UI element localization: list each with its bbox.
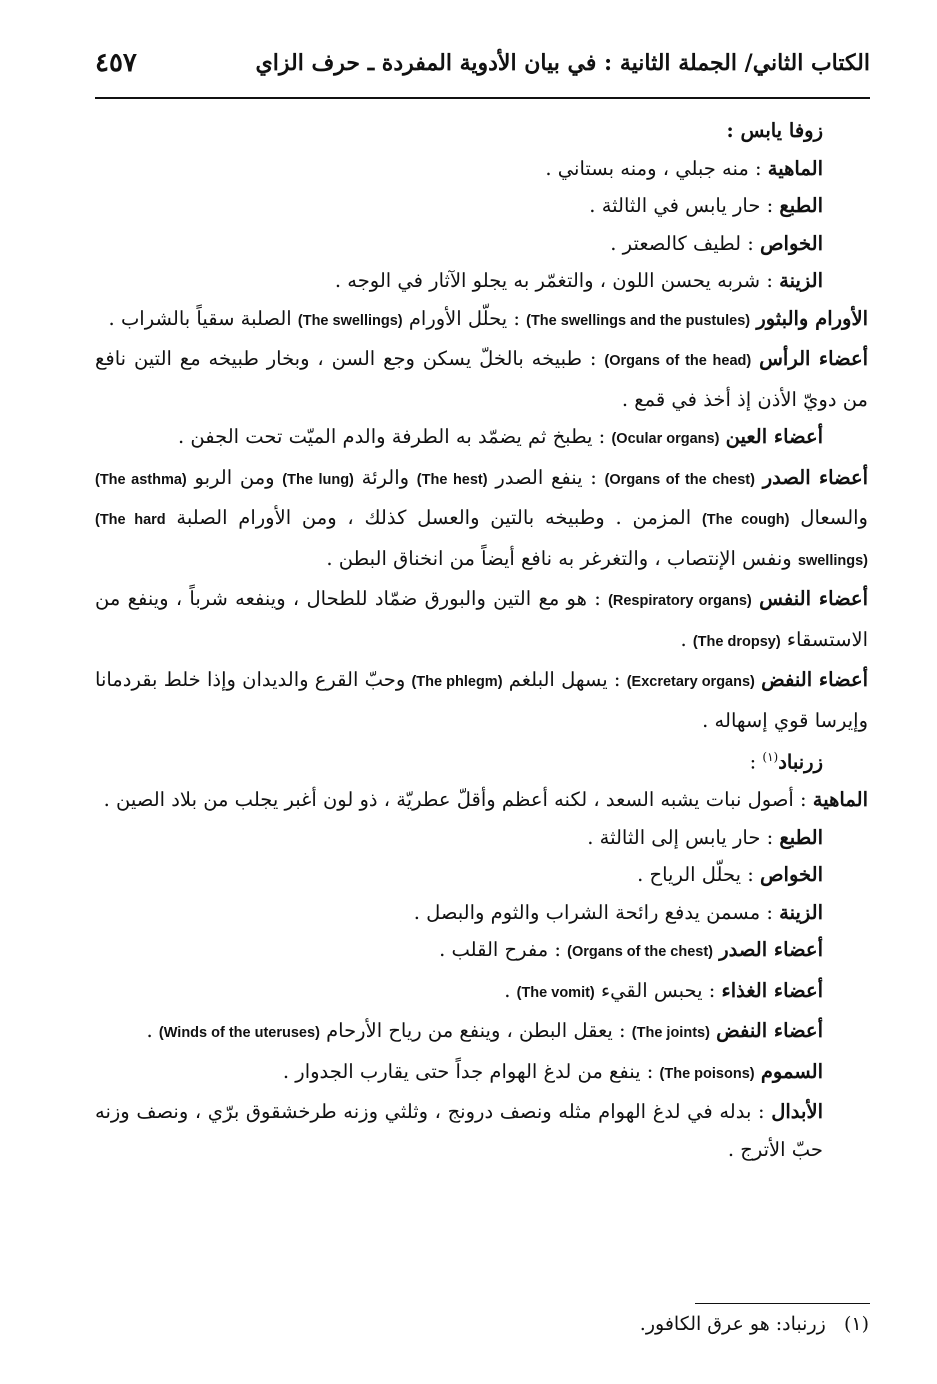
footnote-text: زرنباد: هو عرق الكافور. (639, 1313, 826, 1335)
entry-paragraph: الطبع : حار يابس إلى الثالثة . (587, 825, 823, 849)
entry-paragraph: السموم (The poisons) : ينفع من لدغ الهوام جداً حتى يقارب الجدوار . (282, 1059, 823, 1083)
footnote-marker: (١) (762, 750, 779, 764)
footnote-number: (١) (843, 1313, 869, 1335)
page-body (95, 112, 868, 1168)
entry-paragraph: الماهية : منه جبلي ، ومنه بستاني . (545, 156, 823, 180)
running-title: الكتاب الثاني/ الجملة الثانية : في بيان الأدوية المفردة ـ حرف الزاي (255, 50, 870, 76)
entry-paragraph: الزينة : شربه يحسن اللون ، والتغمّر به يجلو الآثار في الوجه . (334, 269, 823, 292)
page-header (95, 42, 870, 92)
entry-paragraph: أعضاء الرأس (Organs of the head) : طبيخه بالخلّ يسكن وجع السن ، وبخار طبيخه مع التين نافع من دويّ الأذن إذ أخذ في قمع . (95, 347, 868, 411)
entry-paragraph: الأبدال : بدله في لدغ الهوام مثله ونصف درونج ، وثلثي وزنه طرخشقوق برّي ، ونصف وزنه حبّ الأترج . (95, 1100, 823, 1161)
entry-paragraph: أعضاء النفض (The joints) : يعقل البطن ، وينفع من رياح الأرحام (Winds of the uteruses) . (146, 1019, 823, 1042)
entry-paragraph: أعضاء النفض (Excretary organs) : يسهل البلغم (The phlegm) وحبّ القرع والديدان وإذا خلط بقردمانا وإيرسا قوي إسهاله . (95, 668, 868, 732)
entry-paragraph: الزينة : مسمن يدفع رائحة الشراب والثوم والبصل . (413, 900, 823, 924)
entry-paragraph: الأورام والبثور (The swellings and the pustules) : يحلّل الأورام (The swellings) الصلبة سقياً بالشراب . (108, 306, 868, 330)
page-number: ٤٥٧ (95, 48, 137, 78)
footnote (640, 1313, 869, 1335)
entry-paragraph: الطبع : حار يابس في الثالثة . (589, 194, 823, 217)
entry-paragraph: أعضاء العين (Ocular organs) : يطبخ ثم يضمّد به الطرفة والدم الميّت تحت الجفن . (178, 425, 823, 448)
entry-paragraph: أعضاء الغذاء : يحبس القيء (The vomit) . (504, 978, 823, 1002)
entry-heading: زرنباد$^{(١)}$ : (749, 750, 823, 774)
entry-paragraph: الخواص : لطيف كالصعتر . (610, 231, 823, 255)
entry-heading: زوفا يابس : (726, 119, 823, 142)
header-rule (95, 97, 870, 99)
entry-paragraph: أعضاء الصدر (Organs of the chest) : مفرح القلب . (439, 938, 823, 961)
footnote-rule (695, 1303, 870, 1304)
entry-paragraph: أعضاء النفس (Respiratory organs) : هو مع التين والبورق ضمّاد للطحال ، وينفعه شرباً ، وينفع من الاستسقاء (The dropsy) . (95, 587, 868, 651)
entry-paragraph: الخواص : يحلّل الرياح . (637, 863, 823, 886)
entry-paragraph: الماهية : أصول نبات يشبه السعد ، لكنه أعظم وأقلّ عطريّة ، ذو لون أغبر يجلب من بلاد الصين . (103, 788, 868, 811)
entry-paragraph: أعضاء الصدر (Organs of the chest) : ينفع الصدر (The hest) والرئة (The lung) ومن الربو (The asthma) والسعال (The cough) المزمن . وطبيخه بالتين والعسل كذلك ، ومن الأورام الصلبة (The hard swellings) ونفس الإنتصاب ، والتغرغر به نافع أيضاً من انخناق البطن . (95, 465, 869, 570)
